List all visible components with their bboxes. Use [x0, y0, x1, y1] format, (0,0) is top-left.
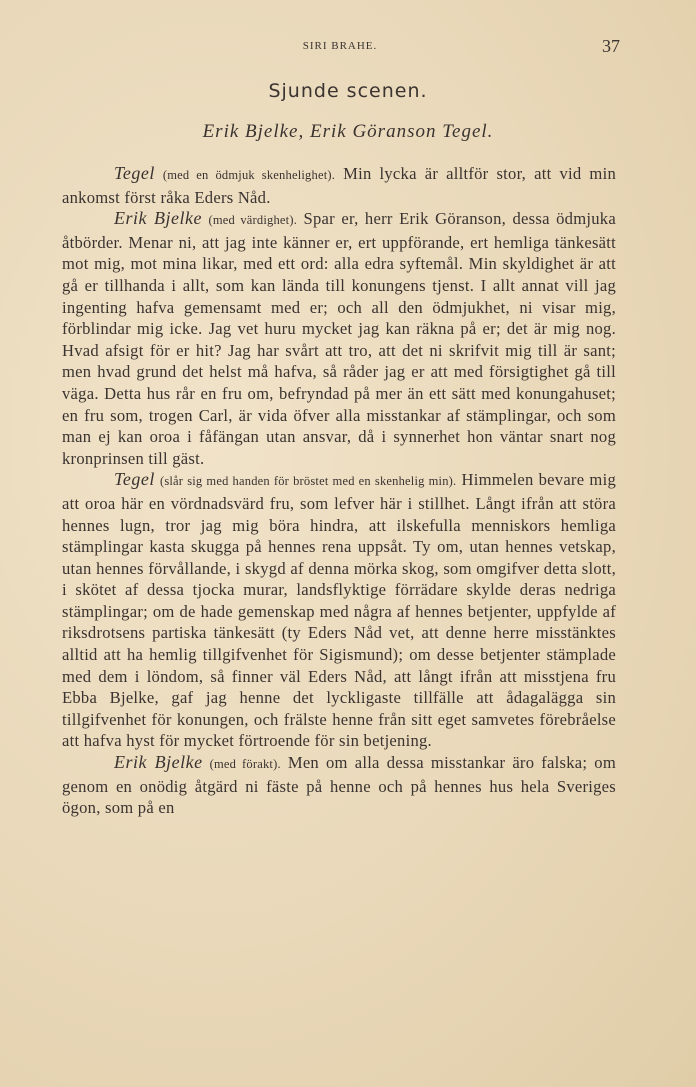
speaker-name: Tegel [114, 469, 155, 490]
stage-direction: (med förakt). [209, 757, 281, 772]
scene-title: Sjunde scenen. [268, 80, 428, 102]
running-head [60, 36, 620, 58]
page-number: 37 [602, 36, 620, 56]
dialogue-paragraph [62, 752, 616, 819]
dialogue-paragraph [62, 163, 616, 208]
dialogue-paragraph [62, 469, 616, 752]
speech-text: Min lycka är alltför stor, att vid min ankomst först råka Eders Nåd. [62, 164, 616, 207]
speaker-name: Erik Bjelke [114, 208, 203, 229]
dialogue-paragraph [62, 208, 616, 469]
stage-direction: (med en ödmjuk skenhelighet). [162, 168, 336, 182]
dialogue-body [62, 163, 616, 819]
speaker-name: Erik Bjelke [114, 752, 203, 773]
speech-text: Men om alla dessa misstankar äro falska; om genom en onödig åtgärd ni fäste på henne och på hennes hus hela Sveriges ögon, som på en [62, 753, 616, 818]
stage-direction: (med värdighet). [208, 213, 298, 228]
speech-text: Himmelen bevare mig att oroa här en vördnadsvärd fru, som lefver här i stillhet. Långt ifrån att störa hennes lugn, tror jag mig böra hindra, att ilskefulla menniskors hemliga stämplingar kasta skugga på hennes rena uppsåt. Ty om, utan hennes vetskap, utan hennes förvållande, i skygd af denna mörka skog, som omgifver detta slott, i skötet af dessa tjocka murar, landsflyktige förrädare skylde deras nedriga stämplingar; om de hade gemenskap med några af hennes betjenter, uppfylde af riksdrotsens partiska tänkesätt (ty Eders Nåd vet, att denne herre misstänktes alltid att ha hemlig tillgifvenhet för Sigismund); om desse betjenter stämplade med dem i löndom, så finner väl Eders Nåd, att långt ifrån att misstjena fru Ebba Bjelke, gaf jag henne det lyckligaste tillfälle att ådagalägga sin tillgifvenhet för konungen, och frälste henne från sitt eget samvetes förebråelse att hafva hyst för mycket förtroende för sin betjening. [62, 470, 616, 751]
speaker-name: Tegel [114, 163, 155, 183]
speech-text: Spar er, herr Erik Göranson, dessa ödmjuka åtbörder. Menar ni, att jag inte känner er, ert uppförande, ert hemliga tänkesätt mot mig, mot mina likar, med ett ord: alla edra syftemål. Min skyldighet är att gå er tillhanda i allt, som kan lända till konungens tjenst. I allt annat vill jag ingenting hafva gemensamt med er; och all den ödmjukhet, ni visar mig, förblindar mig icke. Jag vet huru mycket jag kan räkna på er; det är mig nog. Hvad afsigt för er hit? Jag har svårt att tro, att det ni skrifvit mig till är sant; men hvad grund det helst må hafva, så råder jag er att med försigtighet gå till väga. Detta hus rår en fru om, befryndad på mer än ett sätt med konungahuset; en fru som, trogen Carl, är vida öfver alla misstankar af stämplingar, och som man ej kan oroa i fåfängan utan ansvar, då i synnerhet hon väntar snart nog kronprinsen till gäst. [62, 209, 616, 468]
running-title: SIRI BRAHE. [302, 40, 378, 52]
stage-direction: (slår sig med handen för bröstet med en skenhelig min). [159, 474, 457, 489]
scene-characters: Erik Bjelke, Erik Göranson Tegel. [202, 121, 494, 142]
